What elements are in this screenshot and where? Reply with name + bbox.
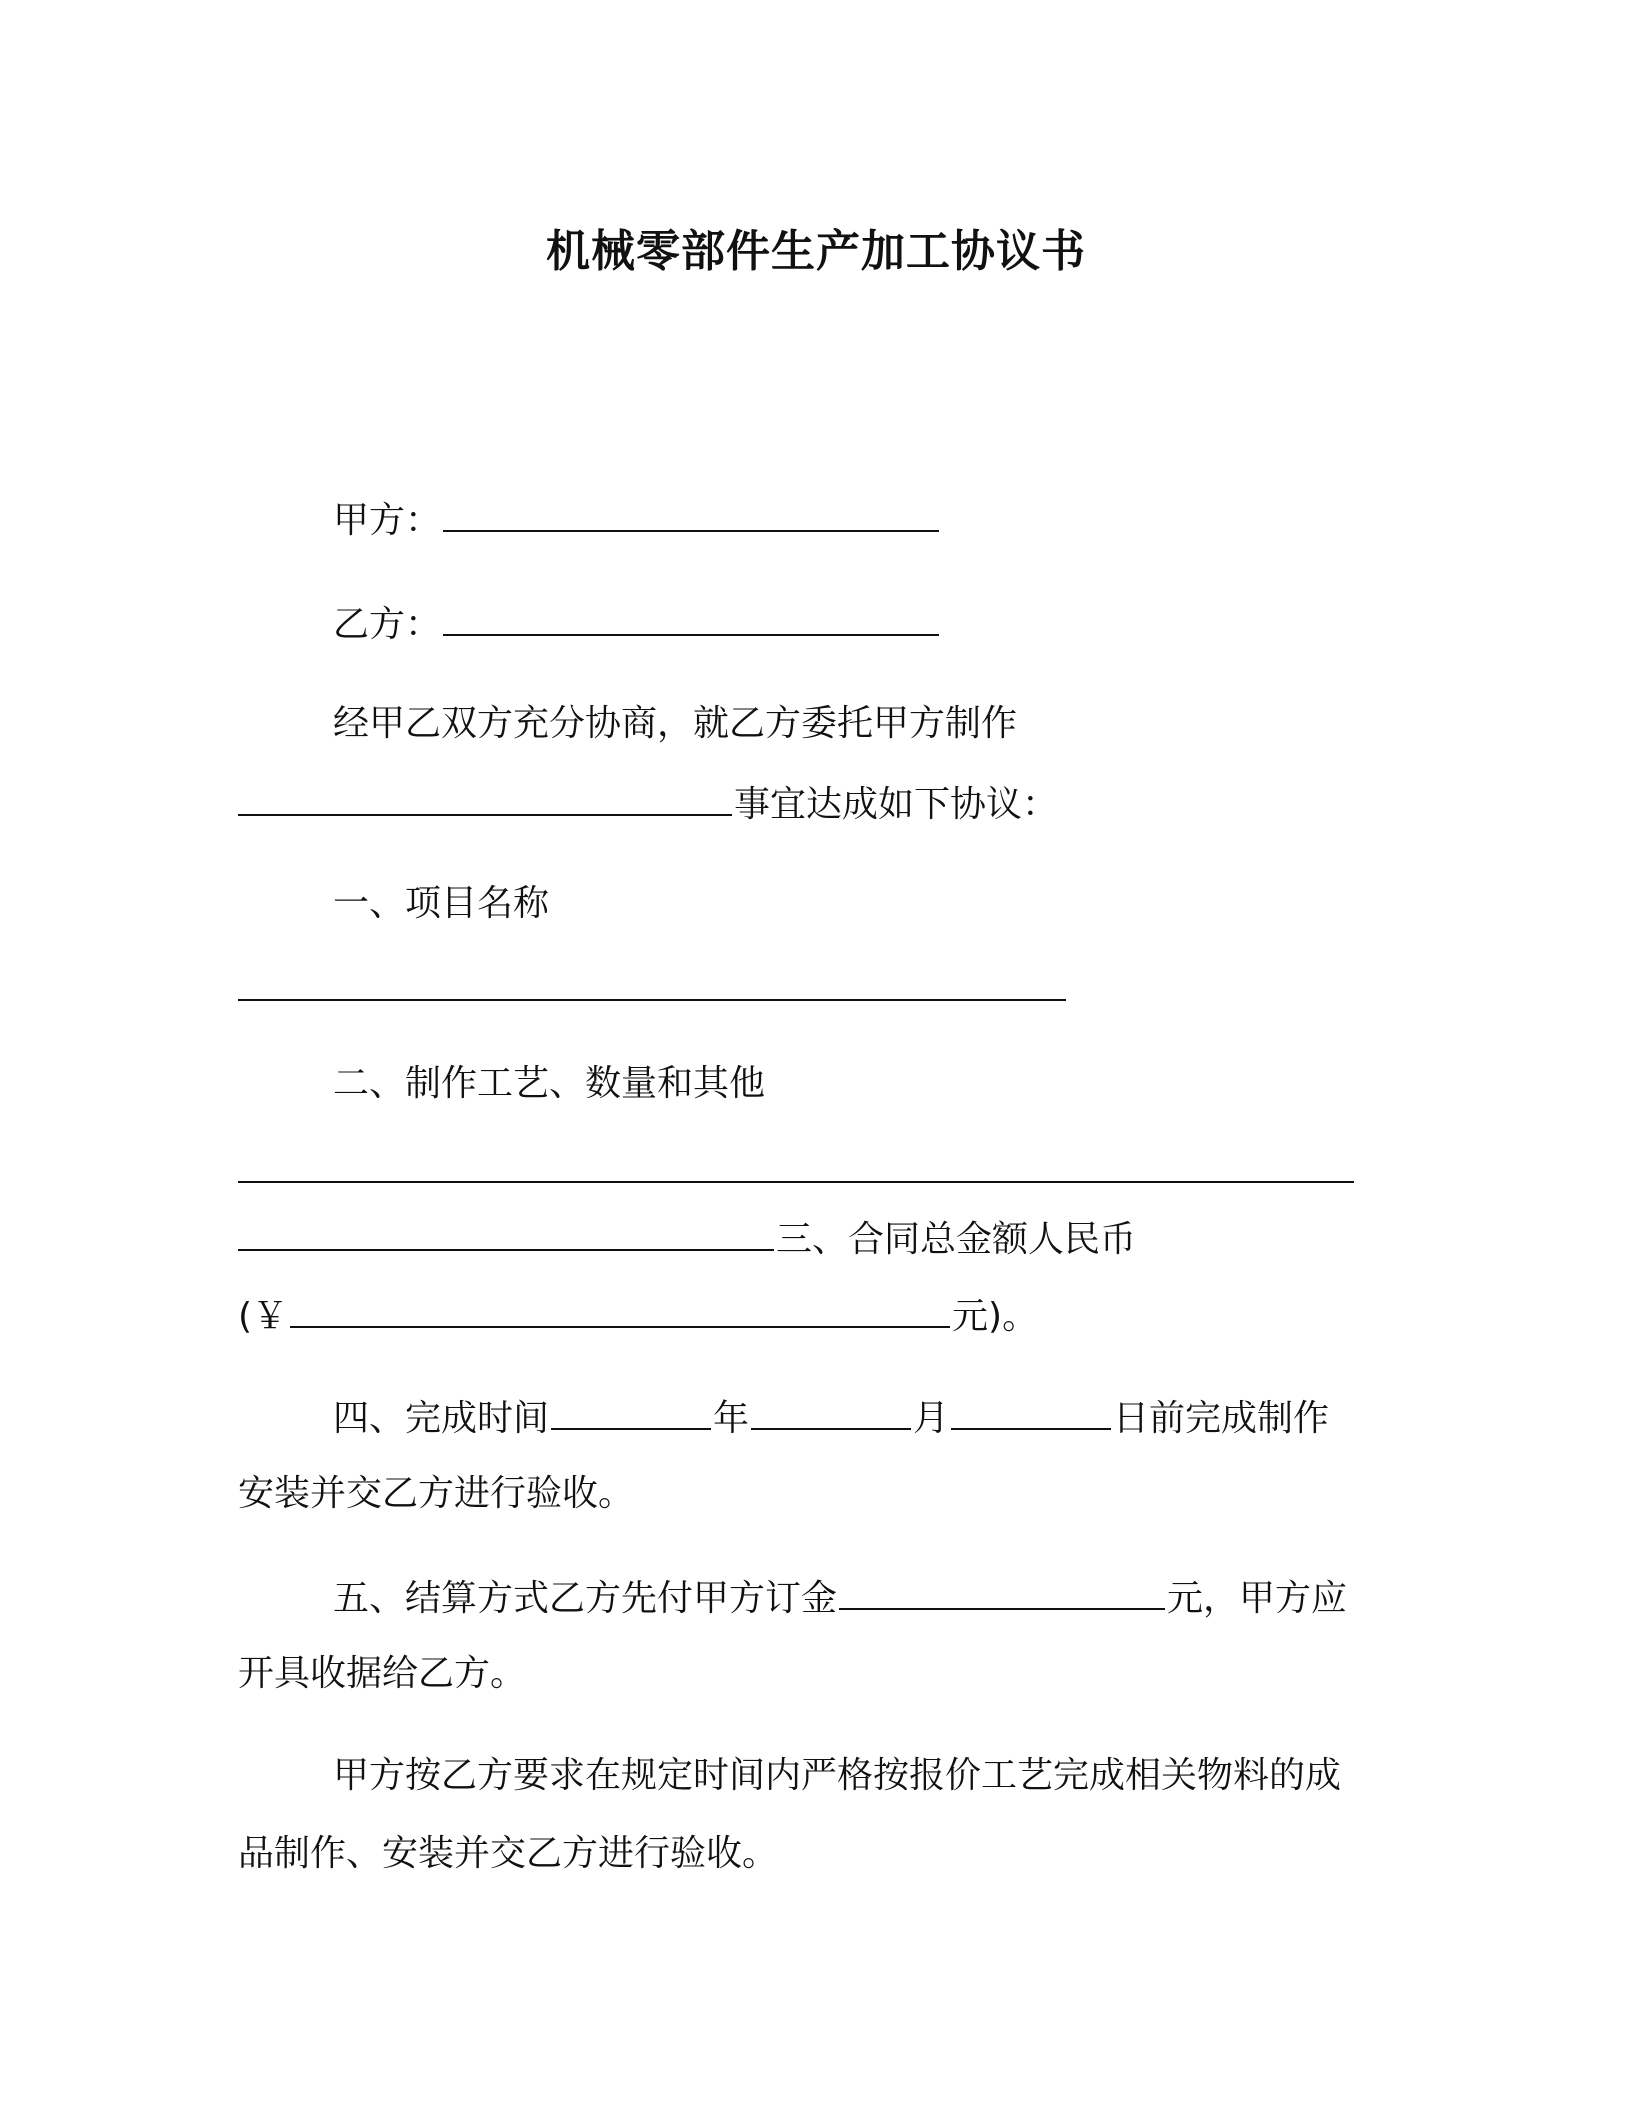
- section-4-line-2: 安装并交乙方进行验收。: [238, 1473, 635, 1514]
- intro-line-2-tail: 事宜达成如下协议：: [734, 784, 1059, 825]
- document-title: 机械零部件生产加工协议书: [546, 226, 1086, 277]
- paragraph-6-line-2: 品制作、安装并交乙方进行验收。: [238, 1833, 779, 1874]
- section-4-suffix: 日前完成制作: [1113, 1398, 1330, 1439]
- section-4-prefix: 四、完成时间: [333, 1398, 550, 1439]
- amount-prefix: (￥: [238, 1296, 289, 1337]
- intro-item-blank[interactable]: [238, 778, 732, 816]
- month-label: 月: [913, 1398, 950, 1439]
- section-2-heading: 二、制作工艺、数量和其他: [333, 1063, 766, 1104]
- year-blank[interactable]: [551, 1392, 711, 1430]
- section-1-heading: 一、项目名称: [333, 883, 550, 924]
- process-blank[interactable]: [238, 1181, 1354, 1183]
- party-a-label: 甲方：: [333, 500, 442, 541]
- intro-line-2: [238, 778, 1058, 826]
- deposit-blank[interactable]: [839, 1572, 1165, 1610]
- amount-suffix: 元)。: [952, 1296, 1039, 1337]
- party-b-line: [333, 598, 941, 646]
- party-a-line: [333, 494, 941, 542]
- section-5-prefix: 五、结算方式乙方先付甲方订金: [333, 1578, 838, 1619]
- project-name-blank[interactable]: [238, 999, 1066, 1001]
- section-5-suffix: 元，甲方应: [1167, 1578, 1348, 1619]
- section-5-line: [333, 1572, 1347, 1620]
- amount-blank[interactable]: [290, 1290, 950, 1328]
- section-3-line: [238, 1213, 1136, 1261]
- month-blank[interactable]: [751, 1392, 911, 1430]
- amount-line: [238, 1290, 1038, 1338]
- party-a-blank[interactable]: [443, 494, 939, 532]
- section-5-line-2: 开具收据给乙方。: [238, 1653, 527, 1694]
- paragraph-6-line-1: 甲方按乙方要求在规定时间内严格按报价工艺完成相关物料的成: [333, 1755, 1342, 1796]
- day-blank[interactable]: [951, 1392, 1111, 1430]
- intro-line-1: 经甲乙双方充分协商，就乙方委托甲方制作: [333, 703, 1018, 744]
- section-4-line: [333, 1392, 1329, 1440]
- party-b-blank[interactable]: [443, 598, 939, 636]
- section-3-heading: 三、合同总金额人民币: [776, 1219, 1137, 1260]
- year-label: 年: [713, 1398, 750, 1439]
- process-blank-2[interactable]: [238, 1213, 774, 1251]
- party-b-label: 乙方：: [333, 604, 442, 645]
